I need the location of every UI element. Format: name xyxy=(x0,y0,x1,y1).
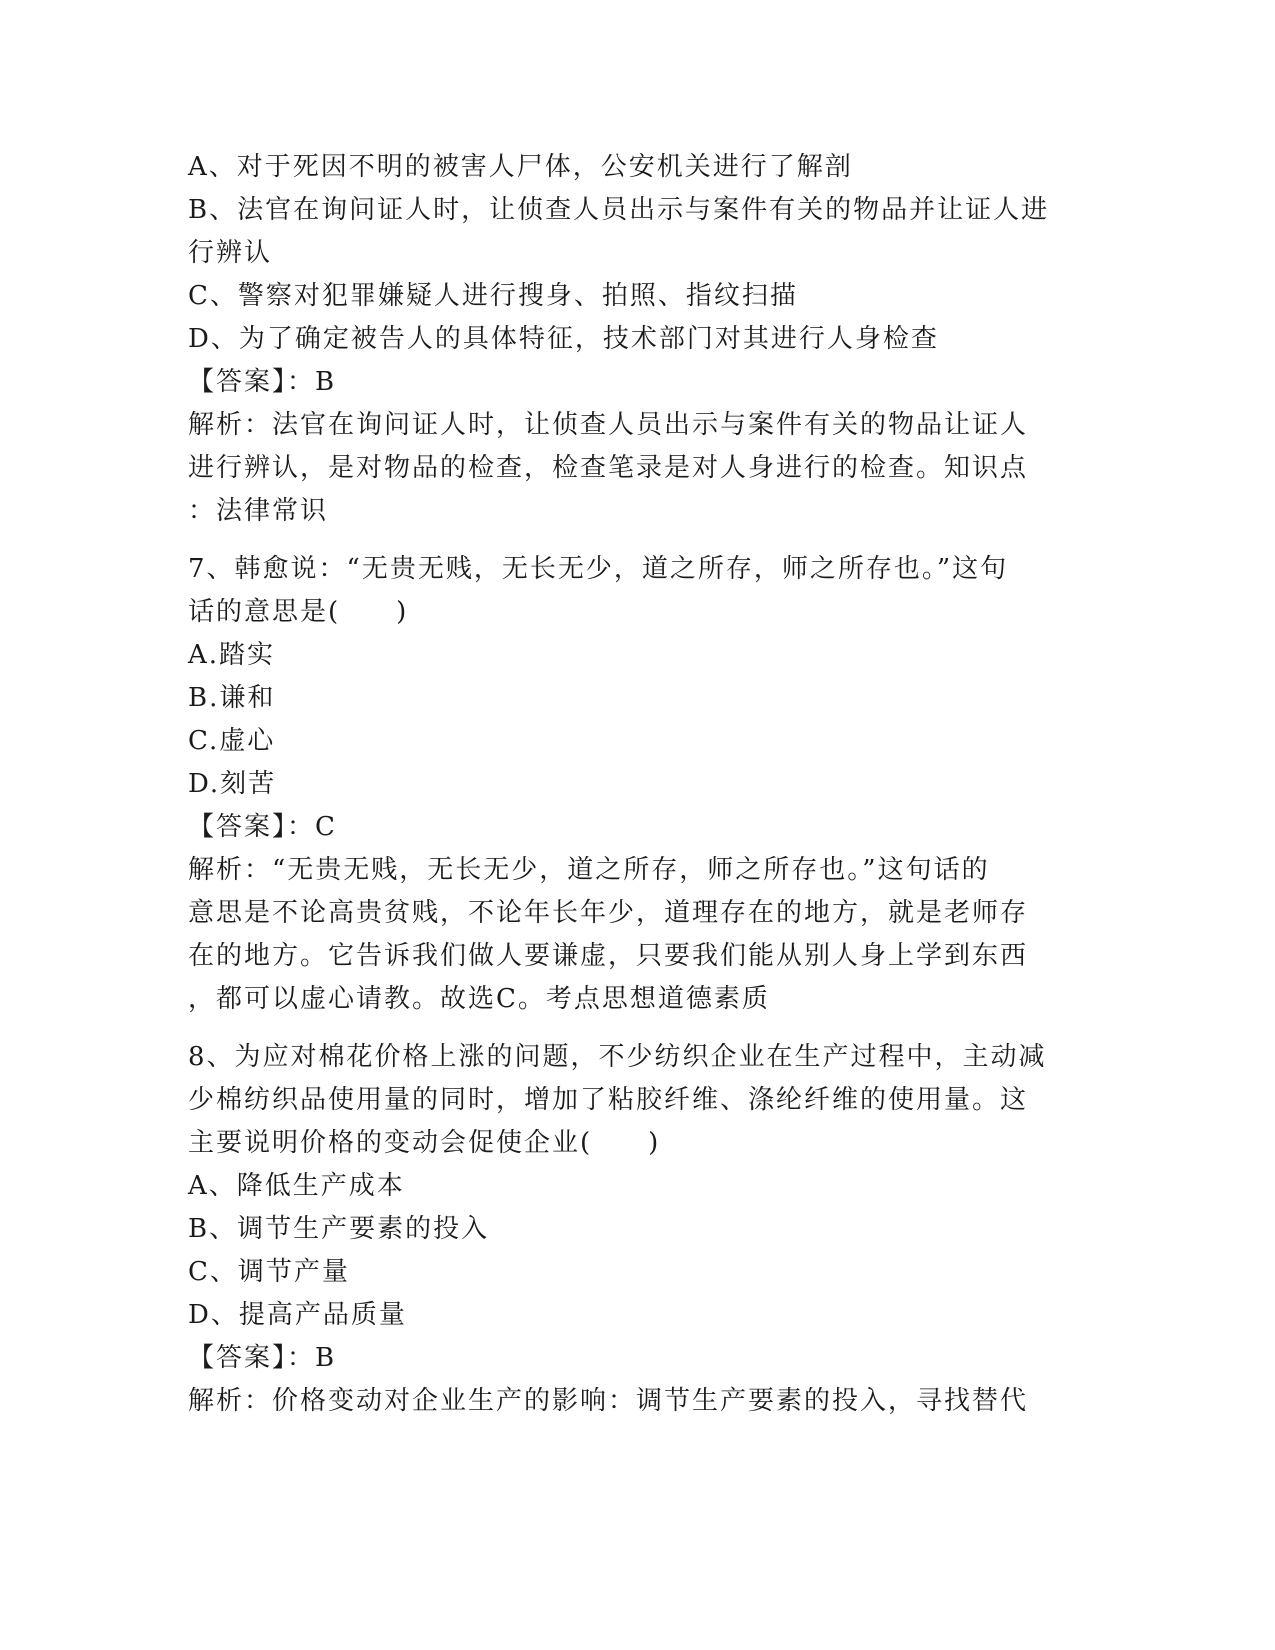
question-spacer xyxy=(188,533,1078,548)
question-6 xyxy=(188,146,1078,533)
q7-answer: 【答案】：C xyxy=(188,812,337,842)
q6-option-c: C、警察对犯罪嫌疑人进行搜身、拍照、指纹扫描 xyxy=(188,281,798,311)
q7-option-d: D.刻苦 xyxy=(188,769,277,799)
q6-analysis-line-2: 进行辨认，是对物品的检查，检查笔录是对人身进行的检查。知识点 xyxy=(188,453,1029,483)
q8-option-b: B、调节生产要素的投入 xyxy=(188,1214,490,1244)
q8-stem-line-1: 8、为应对棉花价格上涨的问题，不少纺织企业在生产过程中，主动减 xyxy=(188,1042,1047,1072)
q8-analysis-line-1: 解析：价格变动对企业生产的影响：调节生产要素的投入，寻找替代 xyxy=(188,1386,1029,1416)
q8-option-a: A、降低生产成本 xyxy=(188,1171,405,1201)
q7-analysis-line-2: 意思是不论高贵贫贱，不论年长年少，道理存在的地方，就是老师存 xyxy=(188,898,1029,928)
q6-option-b-continued: 行辨认 xyxy=(188,238,273,268)
page-content xyxy=(188,146,1078,1423)
q6-analysis-line-1: 解析：法官在询问证人时，让侦查人员出示与案件有关的物品让证人 xyxy=(188,410,1029,440)
q7-analysis-line-1: 解析：“无贵无贱，无长无少，道之所存，师之所存也。”这句话的 xyxy=(188,855,990,885)
q8-stem-line-3: 主要说明价格的变动会促使企业( ) xyxy=(188,1128,661,1158)
q6-answer: 【答案】：B xyxy=(188,367,337,397)
q8-stem-line-2: 少棉纺织品使用量的同时，增加了粘胶纤维、涤纶纤维的使用量。这 xyxy=(188,1085,1029,1115)
q6-option-a: A、对于死因不明的被害人尸体，公安机关进行了解剖 xyxy=(188,152,853,182)
q7-analysis-line-3: 在的地方。它告诉我们做人要谦虚，只要我们能从别人身上学到东西 xyxy=(188,941,1029,971)
q6-option-d: D、为了确定被告人的具体特征，技术部门对其进行人身检查 xyxy=(188,324,939,354)
q8-option-c: C、调节产量 xyxy=(188,1257,350,1287)
question-8 xyxy=(188,1036,1078,1423)
q7-option-b: B.谦和 xyxy=(188,683,276,713)
q7-option-c: C.虚心 xyxy=(188,726,276,756)
q7-analysis-line-4: ，都可以虚心请教。故选C。考点思想道德素质 xyxy=(188,984,770,1014)
q7-stem-line-1: 7、韩愈说：“无贵无贱，无长无少，道之所存，师之所存也。”这句 xyxy=(188,554,1009,584)
q8-option-d: D、提高产品质量 xyxy=(188,1300,407,1330)
q7-stem-line-2: 话的意思是( ) xyxy=(188,597,409,627)
q8-answer: 【答案】：B xyxy=(188,1343,337,1373)
q7-option-a: A.踏实 xyxy=(188,640,276,670)
question-spacer xyxy=(188,1021,1078,1036)
q6-analysis-line-3: ：法律常识 xyxy=(188,496,329,526)
question-7 xyxy=(188,548,1078,1021)
q6-option-b: B、法官在询问证人时，让侦查人员出示与案件有关的物品并让证人进 xyxy=(188,195,1050,225)
